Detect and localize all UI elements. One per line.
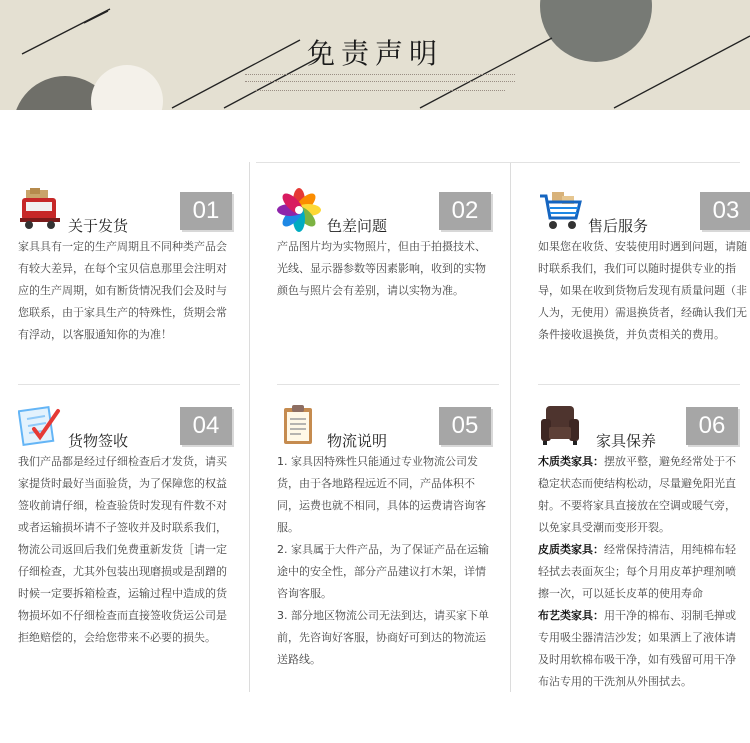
- card-number: 03: [700, 192, 750, 230]
- column-divider: [510, 162, 511, 692]
- card-color-difference: [277, 188, 507, 378]
- card-body: [277, 451, 495, 671]
- card-maintenance: [538, 403, 748, 693]
- card-paragraph: 家具具有一定的生产周期且不同种类产品会有较大差异，在每个宝贝信息那里会注明对应的生产周期，如有断货情况我们会及时与您联系，由于家具生产的特殊性，货期会常有浮动，以客服通知你的为准！: [18, 240, 227, 341]
- color-petals-icon: [277, 188, 321, 232]
- card-number: 02: [439, 192, 491, 230]
- card-title: 家具保养: [596, 432, 657, 450]
- card-paragraph: 1. 家具因特殊性只能通过专业物流公司发货，由于各地路程远近不同，产品体积不同，运费也就不相同，具体的运费请咨询客服。: [277, 455, 486, 534]
- top-divider: [256, 162, 740, 163]
- header-banner: [0, 0, 750, 110]
- card-body: [538, 236, 750, 346]
- row-divider: [277, 384, 499, 385]
- banner-ornament: [245, 74, 515, 82]
- card-number: 01: [180, 192, 232, 230]
- care-label: 木质类家具：: [538, 455, 604, 468]
- care-label: 皮质类家具：: [538, 543, 604, 556]
- column-divider: [249, 162, 250, 692]
- care-section-leather: [538, 539, 744, 605]
- card-body: [18, 236, 236, 346]
- page-title: 免责声明: [306, 37, 443, 70]
- care-text: 经常保持清洁，用纯棉布轻轻拭去表面灰尘；每个月用皮革护理剂喷擦一次，可以延长皮革的使用寿命: [538, 543, 736, 600]
- card-paragraph: 3. 部分地区物流公司无法到达，请买家下单前，先咨询好客服，协商好可到达的物流运送路线。: [277, 609, 489, 666]
- card-title: 色差问题: [327, 217, 388, 235]
- card-body: [538, 451, 744, 693]
- card-body: [18, 451, 236, 649]
- care-section-wood: [538, 451, 744, 539]
- clipboard-icon: [277, 403, 321, 447]
- card-number: 05: [439, 407, 491, 445]
- care-text: 用干净的棉布、羽制毛掸或专用吸尘器清洁沙发；如果洒上了液体请及时用软棉布吸干净，如有残留可用干净布沾专用的干洗剂从外围拭去。: [538, 609, 736, 688]
- card-signing: [18, 403, 248, 693]
- card-paragraph: 产品图片均为实物照片，但由于拍摄技术、光线、显示器参数等因素影响，收到的实物颜色与照片会有差别，请以实物为准。: [277, 240, 486, 297]
- row-divider: [18, 384, 240, 385]
- card-paragraph: 2. 家具属于大件产品，为了保证产品在运输途中的安全性，部分产品建议打木架，详情咨询客服。: [277, 543, 489, 600]
- card-shipping: [18, 188, 248, 378]
- card-number: 06: [686, 407, 738, 445]
- card-title: 物流说明: [327, 432, 388, 450]
- banner-ornament-line: [255, 90, 505, 91]
- card-after-sales: [538, 188, 750, 378]
- card-paragraph: 如果您在收货、安装使用时遇到问题，请随时联系我们，我们可以随时提供专业的指导，如果在收到货物后发现有质量问题（非人为，无使用）需退换货者，经确认我们无条件接收退换货，并负责相关的费用。: [538, 240, 747, 341]
- card-title: 货物签收: [68, 432, 129, 450]
- row-divider: [538, 384, 740, 385]
- card-paragraph: 我们产品都是经过仔细检查后才发货，请买家提货时最好当面验货，为了保障您的权益签收前请仔细，检查验货时发现有件数不对或者运输损坏请不子签收并及时联系我们，物流公司返回后我们免费重新发货［请一定仔细检查，尤其外包装出现磨损或是刮蹭的时候一定要拆箱检查，运输过程中造成的货物损坏如不仔细检查而直接签收货运公司是拒绝赔偿的，会给您带来不必要的损失。: [18, 455, 227, 644]
- shopping-cart-icon: [538, 188, 582, 232]
- armchair-icon: [538, 403, 582, 447]
- delivery-truck-icon: [18, 188, 62, 232]
- card-title: 售后服务: [588, 217, 649, 235]
- care-section-fabric: [538, 605, 744, 693]
- card-title: 关于发货: [68, 217, 129, 235]
- care-text: 摆放平整，避免经常处于不稳定状态而使结构松动，尽量避免阳光直射。不要将家具直接放在空调或暖气旁，以免家具受潮而变形开裂。: [538, 455, 736, 534]
- checklist-icon: [18, 403, 62, 447]
- card-body: [277, 236, 495, 302]
- care-label: 布艺类家具：: [538, 609, 604, 622]
- card-number: 04: [180, 407, 232, 445]
- card-logistics: [277, 403, 507, 693]
